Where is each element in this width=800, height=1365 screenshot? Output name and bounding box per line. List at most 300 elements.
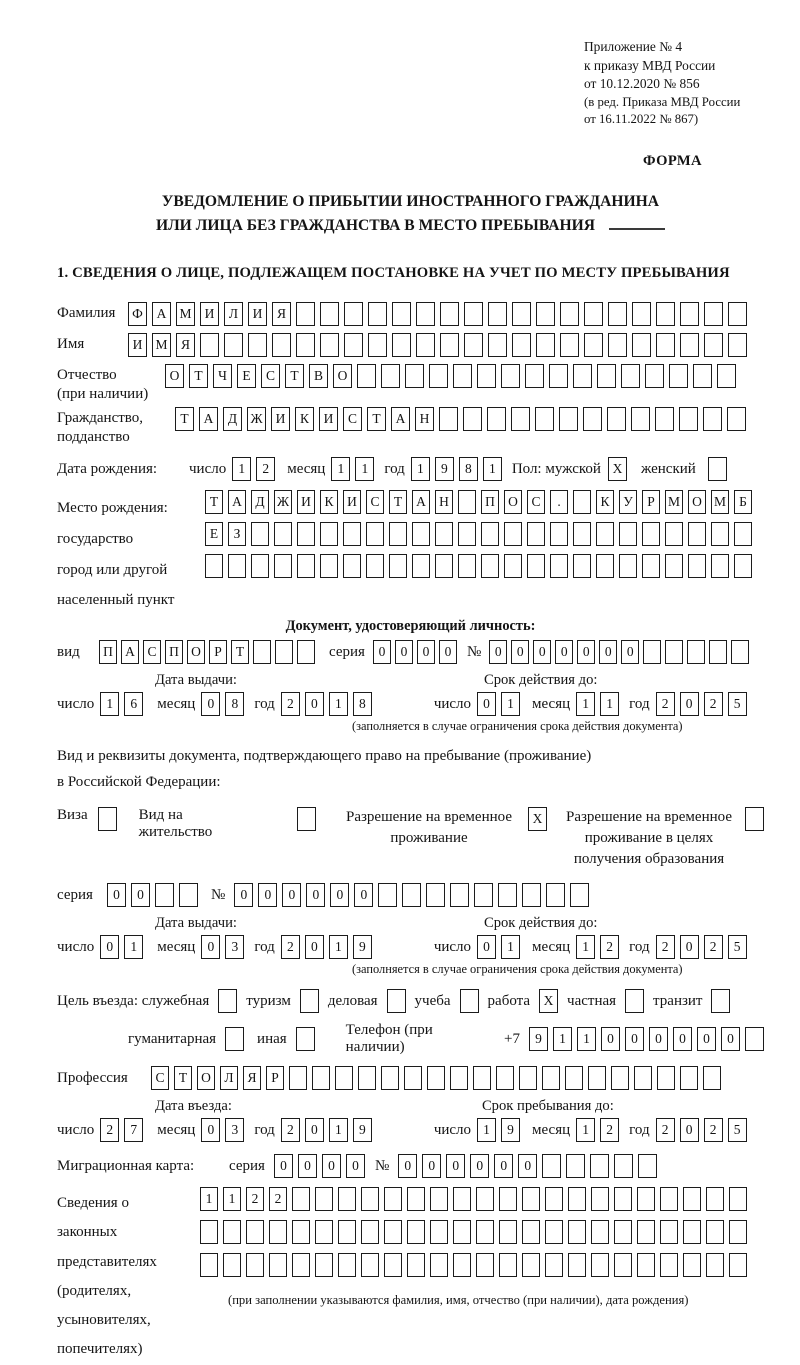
char-cell[interactable] (546, 883, 565, 907)
char-cell[interactable] (525, 364, 544, 388)
char-cell[interactable]: 0 (721, 1027, 740, 1051)
char-cell[interactable] (320, 333, 339, 357)
char-cell[interactable]: 0 (680, 935, 699, 959)
char-cell[interactable]: 7 (124, 1118, 143, 1142)
char-cell[interactable] (200, 333, 219, 357)
char-cell[interactable] (269, 1253, 287, 1277)
char-cell[interactable]: 9 (529, 1027, 548, 1051)
char-cell[interactable]: 0 (354, 883, 373, 907)
char-cell[interactable] (522, 883, 541, 907)
char-cell[interactable] (608, 333, 627, 357)
char-cell[interactable] (435, 554, 453, 578)
char-cell[interactable] (729, 1187, 747, 1211)
char-cell[interactable] (536, 333, 555, 357)
char-cell[interactable] (536, 302, 555, 326)
char-cell[interactable]: 5 (728, 1118, 747, 1142)
char-cell[interactable] (297, 807, 316, 831)
char-cell[interactable]: С (143, 640, 161, 664)
char-cell[interactable] (688, 522, 706, 546)
char-cell[interactable] (289, 1066, 307, 1090)
char-cell[interactable] (573, 364, 592, 388)
char-cell[interactable]: П (99, 640, 117, 664)
char-cell[interactable] (430, 1187, 448, 1211)
char-cell[interactable] (292, 1187, 310, 1211)
char-cell[interactable]: 0 (201, 692, 220, 716)
char-cell[interactable]: 0 (100, 935, 119, 959)
char-cell[interactable] (387, 989, 406, 1013)
char-cell[interactable] (632, 302, 651, 326)
char-cell[interactable]: 1 (553, 1027, 572, 1051)
char-cell[interactable] (430, 1220, 448, 1244)
char-cell[interactable] (665, 640, 683, 664)
char-cell[interactable] (642, 522, 660, 546)
char-cell[interactable]: 2 (269, 1187, 287, 1211)
char-cell[interactable]: 1 (411, 457, 430, 481)
char-cell[interactable] (357, 364, 376, 388)
char-cell[interactable] (584, 333, 603, 357)
char-cell[interactable] (545, 1220, 563, 1244)
char-cell[interactable]: 3 (225, 935, 244, 959)
char-cell[interactable]: 1 (200, 1187, 218, 1211)
char-cell[interactable]: 2 (281, 1118, 300, 1142)
char-cell[interactable] (656, 333, 675, 357)
char-cell[interactable]: К (295, 407, 314, 431)
char-cell[interactable] (338, 1187, 356, 1211)
char-cell[interactable] (248, 333, 267, 357)
char-cell[interactable] (637, 1253, 655, 1277)
char-cell[interactable] (499, 1187, 517, 1211)
char-cell[interactable]: 0 (625, 1027, 644, 1051)
char-cell[interactable] (512, 302, 531, 326)
char-cell[interactable] (637, 1187, 655, 1211)
char-cell[interactable] (361, 1187, 379, 1211)
char-cell[interactable]: Я (176, 333, 195, 357)
char-cell[interactable]: С (151, 1066, 169, 1090)
char-cell[interactable] (218, 989, 237, 1013)
char-cell[interactable] (458, 554, 476, 578)
char-cell[interactable] (412, 554, 430, 578)
char-cell[interactable]: 2 (281, 935, 300, 959)
char-cell[interactable] (381, 364, 400, 388)
char-cell[interactable]: 0 (533, 640, 551, 664)
char-cell[interactable] (251, 522, 269, 546)
char-cell[interactable] (320, 554, 338, 578)
char-cell[interactable]: 0 (621, 640, 639, 664)
char-cell[interactable] (634, 1066, 652, 1090)
char-cell[interactable] (542, 1154, 561, 1178)
char-cell[interactable]: И (319, 407, 338, 431)
char-cell[interactable] (704, 333, 723, 357)
char-cell[interactable] (487, 407, 506, 431)
char-cell[interactable] (745, 1027, 764, 1051)
char-cell[interactable] (343, 522, 361, 546)
char-cell[interactable] (338, 1253, 356, 1277)
char-cell[interactable] (597, 364, 616, 388)
char-cell[interactable] (614, 1253, 632, 1277)
char-cell[interactable] (416, 333, 435, 357)
char-cell[interactable]: Т (389, 490, 407, 514)
char-cell[interactable]: С (366, 490, 384, 514)
char-cell[interactable] (155, 883, 174, 907)
char-cell[interactable] (573, 522, 591, 546)
char-cell[interactable] (535, 407, 554, 431)
char-cell[interactable]: В (309, 364, 328, 388)
char-cell[interactable]: 8 (225, 692, 244, 716)
char-cell[interactable]: 0 (417, 640, 435, 664)
char-cell[interactable]: 2 (656, 692, 675, 716)
char-cell[interactable] (224, 333, 243, 357)
char-cell[interactable]: 0 (234, 883, 253, 907)
char-cell[interactable] (384, 1220, 402, 1244)
char-cell[interactable] (344, 302, 363, 326)
char-cell[interactable] (312, 1066, 330, 1090)
char-cell[interactable]: 1 (329, 935, 348, 959)
char-cell[interactable] (297, 522, 315, 546)
char-cell[interactable] (560, 333, 579, 357)
char-cell[interactable]: 3 (225, 1118, 244, 1142)
char-cell[interactable]: 1 (355, 457, 374, 481)
char-cell[interactable] (522, 1187, 540, 1211)
char-cell[interactable] (205, 554, 223, 578)
char-cell[interactable] (296, 333, 315, 357)
char-cell[interactable] (683, 1187, 701, 1211)
char-cell[interactable] (292, 1220, 310, 1244)
char-cell[interactable] (389, 554, 407, 578)
char-cell[interactable]: 0 (599, 640, 617, 664)
char-cell[interactable]: О (333, 364, 352, 388)
char-cell[interactable] (496, 1066, 514, 1090)
char-cell[interactable] (550, 554, 568, 578)
char-cell[interactable] (366, 522, 384, 546)
char-cell[interactable]: Л (224, 302, 243, 326)
char-cell[interactable]: С (527, 490, 545, 514)
char-cell[interactable] (665, 522, 683, 546)
char-cell[interactable]: 1 (331, 457, 350, 481)
char-cell[interactable]: Я (272, 302, 291, 326)
char-cell[interactable] (464, 302, 483, 326)
char-cell[interactable] (614, 1187, 632, 1211)
char-cell[interactable] (427, 1066, 445, 1090)
char-cell[interactable]: 0 (305, 935, 324, 959)
char-cell[interactable] (453, 1187, 471, 1211)
char-cell[interactable] (545, 1187, 563, 1211)
char-cell[interactable] (568, 1220, 586, 1244)
char-cell[interactable] (565, 1066, 583, 1090)
char-cell[interactable] (683, 1253, 701, 1277)
char-cell[interactable] (638, 1154, 657, 1178)
char-cell[interactable]: Я (243, 1066, 261, 1090)
char-cell[interactable] (272, 333, 291, 357)
char-cell[interactable]: Д (223, 407, 242, 431)
char-cell[interactable] (573, 490, 591, 514)
char-cell[interactable] (269, 1220, 287, 1244)
char-cell[interactable] (429, 364, 448, 388)
char-cell[interactable] (297, 640, 315, 664)
char-cell[interactable] (527, 554, 545, 578)
char-cell[interactable] (704, 302, 723, 326)
char-cell[interactable]: Т (367, 407, 386, 431)
char-cell[interactable]: 0 (373, 640, 391, 664)
char-cell[interactable] (729, 1220, 747, 1244)
char-cell[interactable]: . (550, 490, 568, 514)
char-cell[interactable] (477, 364, 496, 388)
char-cell[interactable]: Н (415, 407, 434, 431)
char-cell[interactable]: 0 (305, 692, 324, 716)
char-cell[interactable] (559, 407, 578, 431)
char-cell[interactable] (573, 554, 591, 578)
char-cell[interactable] (253, 640, 271, 664)
char-cell[interactable]: X (528, 807, 547, 831)
char-cell[interactable] (463, 407, 482, 431)
char-cell[interactable] (708, 457, 727, 481)
char-cell[interactable]: А (152, 302, 171, 326)
char-cell[interactable]: 0 (518, 1154, 537, 1178)
char-cell[interactable] (416, 302, 435, 326)
char-cell[interactable] (315, 1187, 333, 1211)
char-cell[interactable] (343, 554, 361, 578)
char-cell[interactable]: О (197, 1066, 215, 1090)
char-cell[interactable]: 9 (435, 457, 454, 481)
char-cell[interactable] (568, 1253, 586, 1277)
char-cell[interactable] (296, 1027, 315, 1051)
char-cell[interactable]: X (608, 457, 627, 481)
char-cell[interactable]: 0 (322, 1154, 341, 1178)
char-cell[interactable]: М (665, 490, 683, 514)
char-cell[interactable]: 1 (501, 935, 520, 959)
char-cell[interactable]: А (121, 640, 139, 664)
char-cell[interactable] (527, 522, 545, 546)
char-cell[interactable]: 0 (422, 1154, 441, 1178)
char-cell[interactable]: 2 (256, 457, 275, 481)
char-cell[interactable] (179, 883, 198, 907)
char-cell[interactable]: 5 (728, 692, 747, 716)
char-cell[interactable] (453, 1220, 471, 1244)
char-cell[interactable]: 8 (459, 457, 478, 481)
char-cell[interactable] (665, 554, 683, 578)
char-cell[interactable] (407, 1253, 425, 1277)
char-cell[interactable] (223, 1253, 241, 1277)
char-cell[interactable]: 0 (201, 935, 220, 959)
char-cell[interactable] (660, 1220, 678, 1244)
char-cell[interactable]: А (228, 490, 246, 514)
char-cell[interactable] (731, 640, 749, 664)
char-cell[interactable]: 0 (330, 883, 349, 907)
char-cell[interactable] (381, 1066, 399, 1090)
char-cell[interactable]: К (320, 490, 338, 514)
char-cell[interactable] (591, 1253, 609, 1277)
char-cell[interactable]: М (152, 333, 171, 357)
char-cell[interactable]: 0 (446, 1154, 465, 1178)
char-cell[interactable] (464, 333, 483, 357)
char-cell[interactable] (734, 522, 752, 546)
char-cell[interactable]: Е (237, 364, 256, 388)
char-cell[interactable] (591, 1220, 609, 1244)
char-cell[interactable]: 2 (704, 1118, 723, 1142)
char-cell[interactable]: 0 (470, 1154, 489, 1178)
char-cell[interactable] (498, 883, 517, 907)
char-cell[interactable] (274, 522, 292, 546)
char-cell[interactable] (680, 302, 699, 326)
char-cell[interactable] (631, 407, 650, 431)
char-cell[interactable] (426, 883, 445, 907)
char-cell[interactable] (361, 1253, 379, 1277)
char-cell[interactable] (645, 364, 664, 388)
char-cell[interactable]: 0 (282, 883, 301, 907)
char-cell[interactable] (706, 1187, 724, 1211)
char-cell[interactable]: Е (205, 522, 223, 546)
char-cell[interactable]: О (187, 640, 205, 664)
char-cell[interactable]: А (199, 407, 218, 431)
char-cell[interactable] (680, 333, 699, 357)
char-cell[interactable]: Т (174, 1066, 192, 1090)
char-cell[interactable]: 0 (494, 1154, 513, 1178)
char-cell[interactable]: 1 (576, 1118, 595, 1142)
char-cell[interactable] (440, 302, 459, 326)
char-cell[interactable]: Т (285, 364, 304, 388)
char-cell[interactable]: 0 (601, 1027, 620, 1051)
char-cell[interactable] (315, 1253, 333, 1277)
char-cell[interactable] (225, 1027, 244, 1051)
char-cell[interactable] (734, 554, 752, 578)
char-cell[interactable]: З (228, 522, 246, 546)
char-cell[interactable] (320, 302, 339, 326)
char-cell[interactable]: М (176, 302, 195, 326)
char-cell[interactable] (246, 1253, 264, 1277)
char-cell[interactable] (584, 302, 603, 326)
char-cell[interactable]: 1 (124, 935, 143, 959)
char-cell[interactable] (407, 1187, 425, 1211)
char-cell[interactable] (251, 554, 269, 578)
char-cell[interactable]: 2 (704, 692, 723, 716)
char-cell[interactable]: 1 (223, 1187, 241, 1211)
char-cell[interactable] (315, 1220, 333, 1244)
char-cell[interactable] (228, 554, 246, 578)
char-cell[interactable]: 0 (306, 883, 325, 907)
char-cell[interactable]: 2 (704, 935, 723, 959)
char-cell[interactable]: Н (435, 490, 453, 514)
char-cell[interactable] (717, 364, 736, 388)
char-cell[interactable]: 0 (511, 640, 529, 664)
char-cell[interactable]: 9 (353, 1118, 372, 1142)
char-cell[interactable] (669, 364, 688, 388)
char-cell[interactable] (200, 1220, 218, 1244)
char-cell[interactable] (657, 1066, 675, 1090)
char-cell[interactable]: 0 (489, 640, 507, 664)
char-cell[interactable]: 2 (281, 692, 300, 716)
char-cell[interactable]: X (539, 989, 558, 1013)
char-cell[interactable]: П (481, 490, 499, 514)
char-cell[interactable] (435, 522, 453, 546)
char-cell[interactable] (275, 640, 293, 664)
char-cell[interactable] (560, 302, 579, 326)
char-cell[interactable] (703, 1066, 721, 1090)
char-cell[interactable] (504, 522, 522, 546)
char-cell[interactable] (338, 1220, 356, 1244)
char-cell[interactable] (499, 1253, 517, 1277)
char-cell[interactable]: О (504, 490, 522, 514)
char-cell[interactable] (344, 333, 363, 357)
char-cell[interactable] (296, 302, 315, 326)
char-cell[interactable]: 9 (353, 935, 372, 959)
char-cell[interactable] (246, 1220, 264, 1244)
char-cell[interactable] (711, 554, 729, 578)
char-cell[interactable] (378, 883, 397, 907)
char-cell[interactable] (460, 989, 479, 1013)
char-cell[interactable]: У (619, 490, 637, 514)
char-cell[interactable] (368, 302, 387, 326)
char-cell[interactable] (660, 1253, 678, 1277)
char-cell[interactable] (512, 333, 531, 357)
char-cell[interactable]: 0 (346, 1154, 365, 1178)
char-cell[interactable]: Р (266, 1066, 284, 1090)
char-cell[interactable]: Ф (128, 302, 147, 326)
char-cell[interactable] (693, 364, 712, 388)
char-cell[interactable]: 1 (232, 457, 251, 481)
char-cell[interactable]: О (165, 364, 184, 388)
char-cell[interactable] (450, 1066, 468, 1090)
char-cell[interactable]: 9 (501, 1118, 520, 1142)
char-cell[interactable] (608, 302, 627, 326)
char-cell[interactable] (98, 807, 117, 831)
char-cell[interactable] (481, 522, 499, 546)
char-cell[interactable] (614, 1220, 632, 1244)
char-cell[interactable]: 1 (576, 935, 595, 959)
char-cell[interactable]: 0 (395, 640, 413, 664)
char-cell[interactable] (711, 522, 729, 546)
char-cell[interactable]: А (391, 407, 410, 431)
char-cell[interactable] (404, 1066, 422, 1090)
char-cell[interactable]: 5 (728, 935, 747, 959)
char-cell[interactable]: 0 (201, 1118, 220, 1142)
char-cell[interactable]: А (412, 490, 430, 514)
char-cell[interactable] (474, 883, 493, 907)
char-cell[interactable]: Т (189, 364, 208, 388)
char-cell[interactable] (335, 1066, 353, 1090)
char-cell[interactable] (392, 333, 411, 357)
char-cell[interactable] (292, 1253, 310, 1277)
char-cell[interactable]: Д (251, 490, 269, 514)
char-cell[interactable] (643, 640, 661, 664)
char-cell[interactable] (522, 1220, 540, 1244)
char-cell[interactable]: 2 (656, 935, 675, 959)
char-cell[interactable] (358, 1066, 376, 1090)
char-cell[interactable] (439, 407, 458, 431)
char-cell[interactable]: И (297, 490, 315, 514)
char-cell[interactable]: О (688, 490, 706, 514)
char-cell[interactable] (368, 333, 387, 357)
char-cell[interactable] (596, 522, 614, 546)
char-cell[interactable] (637, 1220, 655, 1244)
char-cell[interactable] (476, 1253, 494, 1277)
char-cell[interactable]: 2 (656, 1118, 675, 1142)
char-cell[interactable] (453, 1253, 471, 1277)
char-cell[interactable] (430, 1253, 448, 1277)
char-cell[interactable]: И (200, 302, 219, 326)
char-cell[interactable] (297, 554, 315, 578)
char-cell[interactable] (488, 333, 507, 357)
char-cell[interactable]: 0 (577, 640, 595, 664)
char-cell[interactable]: 1 (100, 692, 119, 716)
char-cell[interactable] (501, 364, 520, 388)
char-cell[interactable] (200, 1253, 218, 1277)
char-cell[interactable] (550, 522, 568, 546)
char-cell[interactable]: Б (734, 490, 752, 514)
char-cell[interactable]: 0 (398, 1154, 417, 1178)
char-cell[interactable]: 0 (477, 935, 496, 959)
char-cell[interactable] (511, 407, 530, 431)
char-cell[interactable] (655, 407, 674, 431)
char-cell[interactable] (621, 364, 640, 388)
